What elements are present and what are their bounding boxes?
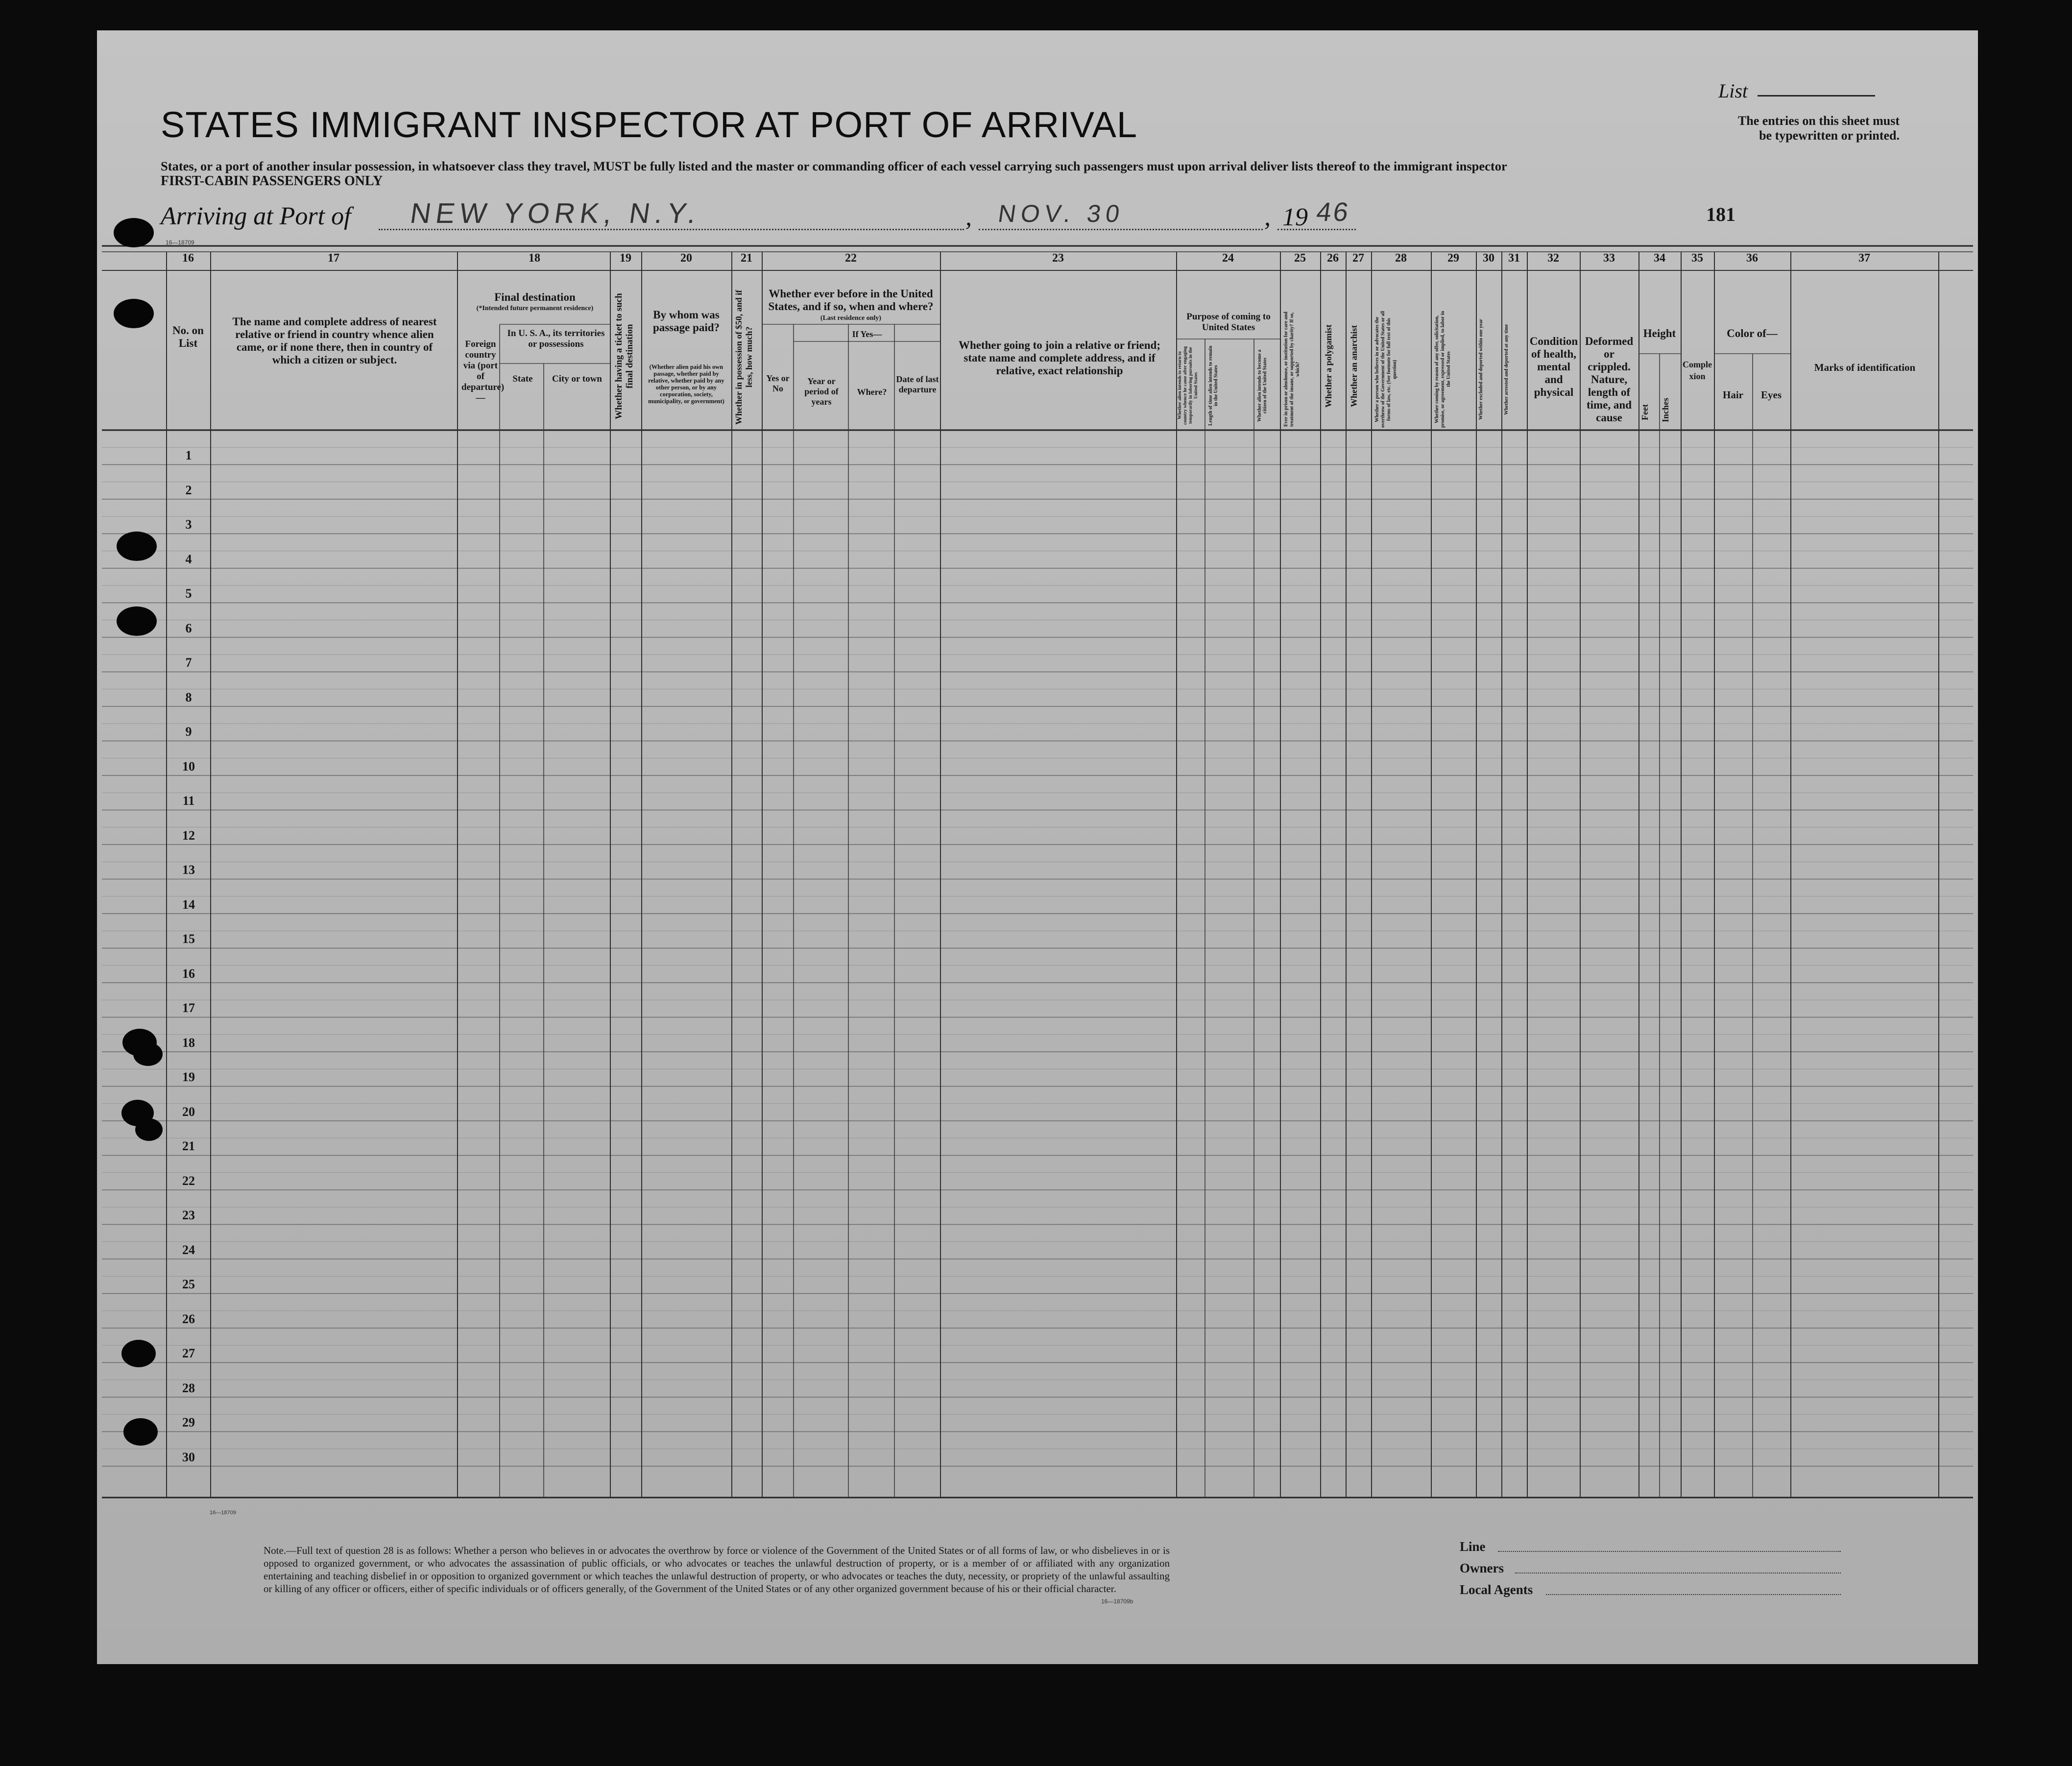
- row-number: 23: [182, 1208, 195, 1223]
- col-18-state-header: State: [512, 374, 533, 384]
- row-number: 24: [182, 1242, 195, 1257]
- col-22-small: (Last residence only): [820, 314, 882, 322]
- row-number: 28: [182, 1380, 195, 1395]
- row-number: 22: [182, 1173, 195, 1188]
- col-36-hair-header: Hair: [1723, 389, 1743, 401]
- col-26-header: Whether a polygamist: [1324, 324, 1333, 408]
- owners-entry: [1515, 1572, 1841, 1573]
- row-number: 16: [182, 966, 195, 981]
- entries-note: [1625, 114, 1900, 143]
- sheet-number: 181: [1706, 203, 1735, 225]
- col-22-number: 22: [845, 252, 857, 265]
- col-20-small: (Whether alien paid his own passage, whether paid by relative, whether paid by any other person, or by any corporation, society, municipality, or government): [648, 363, 724, 405]
- owners-label: Owners: [1460, 1561, 1504, 1575]
- row-number: 4: [185, 552, 192, 566]
- punch-hole: [121, 1340, 156, 1367]
- col-37-header: Marks of identification: [1814, 362, 1916, 373]
- row-number: 10: [182, 759, 195, 774]
- manifest-sheet: [97, 30, 1978, 1664]
- comma-2: ,: [1264, 203, 1271, 231]
- manifest-grid: [97, 30, 1978, 1664]
- subtitle: States, or a port of another insular possession, in whatsoever class they travel, MUST be fully listed and the master or commanding officer of each vessel carrying such passengers must upon arrival deliver lists thereof to the immigrant inspector: [161, 159, 1507, 173]
- col-24-sub-2: Length of time alien intends to remain in the United States: [1208, 345, 1219, 426]
- row-number: 9: [185, 725, 192, 739]
- local-agents-label: Local Agents: [1460, 1582, 1533, 1597]
- port-handwritten: NEW YORK, N.Y.: [408, 197, 703, 229]
- col-24-sub-3: Whether alien intends to become a citizen of the United States: [1257, 349, 1268, 422]
- col-25-header: Ever in prison or almshouse, or institution for care and treatment of the insane, or supported by charity? If so, which?: [1283, 312, 1301, 427]
- col-24-sub-1: Whether alien intends to return to country whence he came after engaging temporarily in laboring pursuits in the United States: [1178, 346, 1199, 425]
- row-number: 2: [185, 483, 192, 497]
- row-number: 8: [185, 690, 192, 704]
- col-18-title: Final destination: [494, 291, 576, 303]
- col-31-number: 31: [1508, 252, 1520, 265]
- entries-note-line-1: The entries on this sheet must: [1737, 114, 1900, 128]
- col-34-number: 34: [1654, 252, 1665, 265]
- punch-hole: [135, 1118, 163, 1141]
- row-number: 15: [182, 932, 195, 946]
- punch-hole: [114, 299, 154, 328]
- local-agents-entry: [1546, 1594, 1841, 1595]
- year-handwritten: 46: [1314, 197, 1352, 227]
- col-16-number: 16: [182, 252, 194, 265]
- col-34-inches-header: Inches: [1661, 398, 1670, 423]
- col-29-number: 29: [1447, 252, 1459, 265]
- date-handwritten: NOV. 30: [996, 200, 1127, 227]
- row-number: 29: [182, 1415, 195, 1430]
- punch-hole: [117, 606, 157, 636]
- row-number: 13: [182, 863, 195, 877]
- row-number: 19: [182, 1070, 195, 1085]
- col-27-number: 27: [1352, 252, 1364, 265]
- col-24-header: Purpose of coming to United States: [1186, 312, 1271, 333]
- col-32-header: Condition of health, mental and physical: [1529, 335, 1578, 398]
- year-printed: 19: [1282, 203, 1308, 231]
- col-29-header: Whether coming by reason of any offer, solicitation, promise, or agreement, expressed or implied, to labor in the United States: [1434, 311, 1451, 428]
- col-23-number: 23: [1052, 252, 1064, 265]
- row-number: 7: [185, 655, 192, 670]
- list-number-line: [1758, 95, 1875, 97]
- row-number: 21: [182, 1139, 195, 1154]
- row-number: 17: [182, 1001, 195, 1016]
- punch-hole: [123, 1418, 158, 1446]
- row-number: 14: [182, 897, 195, 912]
- col-34-header: Height: [1643, 327, 1676, 339]
- line-label: Line: [1460, 1539, 1486, 1554]
- col-35-number: 35: [1691, 252, 1703, 265]
- col-21-number: 21: [741, 252, 752, 265]
- col-33-number: 33: [1603, 252, 1615, 265]
- punch-hole: [133, 1042, 163, 1066]
- row-number: 27: [182, 1346, 195, 1361]
- footnote: Note.—Full text of question 28 is as follows: Whether a person who believes in or advocates the overthrow by force or violence of the Government of the United States or of all forms of law, or who disbelieves in or is opposed to organized government, or who advocates the assassination of public officials, or who advocates or teaches the unlawful destruction of property, or is a member of or affiliated with any organization entertaining and teaching disbelief in or opposition to organized government or which teaches the unlawful destruction of property, or who advocates or teaches the duty, necessity, or propriety of the unlawful assaulting or killing of any officer or officers, either of specific individuals or of officers generally, of the Government of the United States or of any other organized government because of his or their official character.: [264, 1545, 1170, 1595]
- col-19-number: 19: [620, 252, 631, 265]
- col-25-number: 25: [1294, 252, 1306, 265]
- row-number: 6: [185, 621, 192, 635]
- col-18-subtitle: (*Intended future permanent residence): [476, 305, 594, 312]
- col-24-number: 24: [1222, 252, 1234, 265]
- col-22-yesno-header: Yes or No: [766, 373, 790, 393]
- col-18-number: 18: [529, 252, 540, 265]
- col-22-date-header: Date of last departure: [896, 374, 939, 394]
- col-37-number: 37: [1858, 252, 1870, 265]
- col-18-usa-header: In U. S. A., its territories or possessions: [507, 328, 605, 349]
- col-33-header: Deformed or crippled. Nature, length of time, and cause: [1585, 335, 1634, 424]
- col-28-number: 28: [1395, 252, 1407, 265]
- col-23-header: Whether going to join a relative or friend; state name and complete address, and if relative, exact relationship: [958, 339, 1161, 377]
- list-label: List: [1718, 80, 1748, 102]
- form-number-footer: 16—18709b: [1101, 1598, 1133, 1605]
- col-32-number: 32: [1547, 252, 1559, 265]
- arriving-label: Arriving at Port of: [161, 202, 351, 230]
- class-line: FIRST-CABIN PASSENGERS ONLY: [161, 173, 383, 189]
- row-number: 20: [182, 1104, 195, 1119]
- col-17-number: 17: [328, 252, 339, 265]
- row-number: 30: [182, 1450, 195, 1464]
- col-30-header: Whether excluded and deported within one year: [1478, 319, 1484, 420]
- col-30-number: 30: [1483, 252, 1494, 265]
- row-number: 1: [185, 448, 192, 463]
- punch-hole: [117, 532, 157, 561]
- row-number: 11: [182, 794, 195, 808]
- col-18-city-header: City or town: [552, 374, 602, 384]
- col-20-header: By whom was passage paid?: [652, 309, 720, 334]
- col-19-header: Whether having a ticket to such final destination: [614, 293, 635, 419]
- col-31-header: Whether arrested and deported at any time: [1504, 324, 1509, 415]
- punch-hole: [114, 218, 154, 247]
- col-36-number: 36: [1746, 252, 1758, 265]
- row-number: 5: [185, 586, 192, 601]
- col-20-number: 20: [680, 252, 692, 265]
- col-22-year-header: Year or period of years: [804, 376, 839, 407]
- col-34-feet-header: Feet: [1640, 404, 1650, 421]
- year-line: [1277, 229, 1356, 230]
- col-28-header: Whether a person who believes in or advocates the overthrow of the Government of the United States or all forms of law, etc. (See footnote for full text of this question): [1374, 311, 1397, 428]
- form-number-bottom: 16—18709: [210, 1510, 236, 1516]
- entries-note-line-2: be typewritten or printed.: [1759, 128, 1900, 143]
- line-entry: [1498, 1551, 1841, 1552]
- page-title: STATES IMMIGRANT INSPECTOR AT PORT OF ARRIVAL: [161, 104, 1138, 145]
- col-36-header: Color of—: [1727, 327, 1778, 339]
- row-number: 25: [182, 1277, 195, 1292]
- form-number-top: 16—18709: [166, 239, 194, 246]
- col-16-header: No. on List: [172, 324, 204, 349]
- comma-1: ,: [965, 203, 972, 231]
- date-line: [979, 229, 1263, 230]
- col-26-number: 26: [1327, 252, 1339, 265]
- col-22-header: Whether ever before in the United States, and if so, when and where?: [768, 288, 934, 313]
- row-number: 3: [185, 517, 192, 532]
- col-17-header: The name and complete address of nearest relative or friend in country whence alien came, or if none there, then in country of which a citizen or subject.: [232, 315, 437, 366]
- col-22-ifyes-header: If Yes—: [852, 329, 882, 339]
- col-21-header: Whether in possession of $50, and if less, how much?: [734, 290, 754, 425]
- row-number: 12: [182, 828, 195, 843]
- col-27-header: Whether an anarchist: [1349, 325, 1359, 407]
- col-35-header: Complexion: [1683, 360, 1712, 381]
- row-number: 26: [182, 1311, 195, 1326]
- col-18-foreign-header: Foreign country via (port of departure)—: [461, 339, 505, 403]
- col-22-where-header: Where?: [857, 387, 887, 397]
- col-36-eyes-header: Eyes: [1761, 389, 1782, 401]
- row-number: 18: [182, 1035, 195, 1050]
